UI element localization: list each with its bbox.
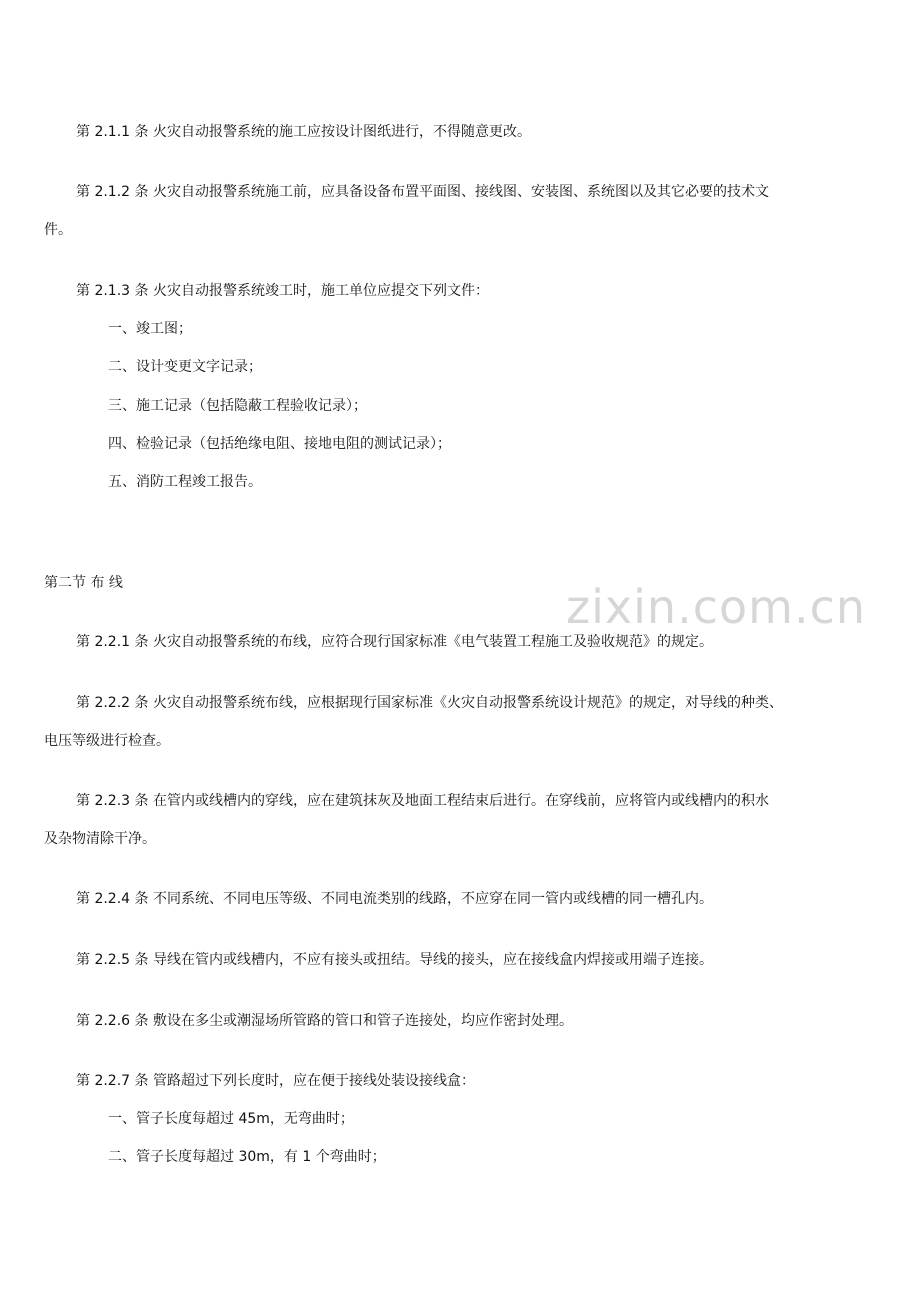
- article-2-2-3-cont: 及杂物清除干净。: [44, 831, 156, 847]
- list-item: 五、消防工程竣工报告。: [108, 474, 262, 490]
- list-item: 二、管子长度每超过 30m，有 1 个弯曲时；: [108, 1149, 386, 1165]
- list-item: 一、竣工图；: [108, 321, 192, 337]
- list-item: 一、管子长度每超过 45m，无弯曲时；: [108, 1111, 354, 1127]
- article-2-2-7: 第 2.2.7 条 管路超过下列长度时，应在便于接线处装设接线盒：: [76, 1073, 475, 1089]
- article-2-1-1: 第 2.1.1 条 火灾自动报警系统的施工应按设计图纸进行，不得随意更改。: [76, 124, 531, 140]
- watermark: zixin.com.cn: [566, 580, 867, 634]
- article-2-2-6: 第 2.2.6 条 敷设在多尘或潮湿场所管路的管口和管子连接处，均应作密封处理。: [76, 1013, 573, 1029]
- section-heading: 第二节 布 线: [44, 575, 123, 591]
- article-2-2-2: 第 2.2.2 条 火灾自动报警系统布线，应根据现行国家标准《火灾自动报警系统设计规范》的规定，对导线的种类、: [76, 695, 783, 711]
- article-2-2-1: 第 2.2.1 条 火灾自动报警系统的布线，应符合现行国家标准《电气装置工程施工及验收规范》的规定。: [76, 634, 713, 650]
- article-2-2-2-cont: 电压等级进行检查。: [44, 733, 170, 749]
- article-2-1-3: 第 2.1.3 条 火灾自动报警系统竣工时，施工单位应提交下列文件：: [76, 283, 489, 299]
- article-2-2-3: 第 2.2.3 条 在管内或线槽内的穿线，应在建筑抹灰及地面工程结束后进行。在穿线前，应将管内或线槽内的积水: [76, 793, 769, 809]
- article-2-1-2: 第 2.1.2 条 火灾自动报警系统施工前，应具备设备布置平面图、接线图、安装图、系统图以及其它必要的技术文: [76, 184, 769, 200]
- list-item: 三、施工记录（包括隐蔽工程验收记录）；: [108, 398, 367, 414]
- article-2-2-4: 第 2.2.4 条 不同系统、不同电压等级、不同电流类别的线路，不应穿在同一管内或线槽的同一槽孔内。: [76, 891, 713, 907]
- article-2-2-5: 第 2.2.5 条 导线在管内或线槽内，不应有接头或扭结。导线的接头，应在接线盒内焊接或用端子连接。: [76, 952, 713, 968]
- article-2-1-2-cont: 件。: [44, 222, 72, 238]
- list-item: 二、设计变更文字记录；: [108, 359, 262, 375]
- list-item: 四、检验记录（包括绝缘电阻、接地电阻的测试记录）；: [108, 436, 451, 452]
